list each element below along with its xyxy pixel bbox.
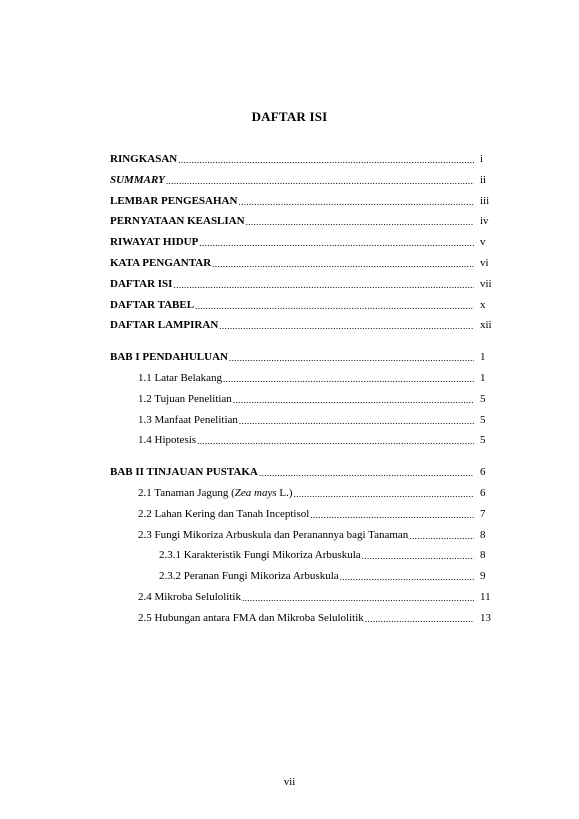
toc-entry [110,275,500,291]
toc-entry-page: ii [480,173,487,186]
toc-entry-page: 6 [480,487,486,499]
dot-leader [409,531,474,542]
page-number: vii [283,776,296,788]
dot-leader [340,572,474,583]
toc-entry [110,526,500,542]
toc-entry-label: LEMBAR PENGESAHAN [110,194,238,207]
toc-entry-label: DAFTAR ISI [110,277,173,290]
dot-leader [239,416,474,427]
toc-entry [110,431,500,447]
dot-leader [199,238,474,249]
toc-entry [110,484,500,500]
toc-entry-label: KATA PENGANTAR [110,257,212,269]
toc-entry-page: 5 [480,413,486,426]
toc-entry-label: 2.3.2 Peranan Fungi Mikoriza Arbuskula [159,570,339,583]
toc-entry-page: 6 [480,466,486,479]
toc-entry-page: iv [480,215,489,228]
toc-entry-label-part: 2.1 Tanaman Jagung ( [138,487,235,499]
dot-leader [242,593,474,604]
dot-leader [166,176,474,187]
toc-entry [110,233,500,249]
toc-entry [110,505,500,521]
toc-entry-label: 2.4 Mikroba Selulolitik [138,591,241,603]
toc-entry-page: 1 [480,351,486,364]
toc-entry [110,588,500,604]
toc-entry [110,316,500,332]
toc-entry [110,390,500,406]
toc-entry-label: 1.4 Hipotesis [138,434,197,447]
dot-leader [223,374,474,385]
dot-leader [229,353,474,364]
dot-leader [362,551,474,562]
toc-entry [110,192,500,208]
toc-entry-page: vi [480,257,489,269]
toc-entry-label: 2.2 Lahan Kering dan Tanah Inceptisol [138,507,310,520]
toc-entry [110,463,500,479]
toc-entry [110,212,500,228]
dot-leader [195,301,474,312]
dot-leader [294,489,474,500]
toc-entry-page: 5 [480,392,486,405]
toc-entry-page: 5 [480,434,486,447]
dot-leader [173,280,474,291]
toc-entry-page: x [480,298,486,311]
dot-leader [178,155,474,166]
toc-entry-label: 1.3 Manfaat Penelitian [138,413,238,426]
toc-entry-page: xii [480,319,492,332]
dot-leader [212,259,474,270]
toc-entry-label: 1.1 Latar Belakang [138,372,222,384]
toc-entry-page: 1 [480,372,486,384]
toc-entry-label: 2.5 Hubungan antara FMA dan Mikroba Selulolitik [138,611,364,624]
toc-entry-label: SUMMARY [110,173,165,186]
toc-entry-page: 13 [480,611,491,624]
toc-entry-label: RIWAYAT HIDUP [110,236,199,249]
toc-entry [110,567,500,583]
toc-entry-page: 8 [480,549,486,562]
toc-entry [110,296,500,312]
dot-leader [259,468,474,479]
toc-entry [110,411,500,427]
toc-entry-label-part: Zea mays [234,487,277,499]
toc-entry-label: 1.2 Tujuan Penelitian [138,392,232,405]
toc-entry-page: i [480,153,484,165]
toc-entry-page: 8 [480,528,486,541]
dot-leader [219,321,474,332]
dot-leader [238,197,474,208]
dot-leader [246,217,474,228]
toc-entry-page: iii [480,194,490,207]
toc-entry-label: PERNYATAAN KEASLIAN [110,215,245,228]
toc-entry-label-part: L.) [276,487,293,499]
toc-entry [110,254,500,270]
toc-entry-label [138,487,293,500]
toc-entry-page: 11 [480,591,491,603]
dot-leader [233,395,474,406]
dot-leader [310,510,474,521]
toc-entry-label: DAFTAR TABEL [110,298,195,311]
toc-entry [110,150,500,166]
dot-leader [365,614,474,625]
toc-entry-label: DAFTAR LAMPIRAN [110,319,219,332]
toc-entry-page: 9 [480,570,486,583]
toc-entry-page: 7 [480,507,486,520]
toc-entry [110,369,500,385]
toc-entry [110,348,500,364]
toc-entry-label: BAB II TINJAUAN PUSTAKA [110,466,258,479]
toc-entry [110,609,500,625]
toc-entry-label: 2.3.1 Karakteristik Fungi Mikoriza Arbuskula [159,549,361,562]
page-title: DAFTAR ISI [251,109,328,124]
toc-entry [110,546,500,562]
toc-entry [110,171,500,187]
toc-entry-page: vii [480,277,492,290]
toc-entry-page: v [480,236,486,249]
toc-entry-label: RINGKASAN [110,153,178,165]
dot-leader [197,436,474,447]
toc-entry-label: 2.3 Fungi Mikoriza Arbuskula dan Peranannya bagi Tanaman [138,528,409,541]
toc-entry-label: BAB I PENDAHULUAN [110,351,228,364]
